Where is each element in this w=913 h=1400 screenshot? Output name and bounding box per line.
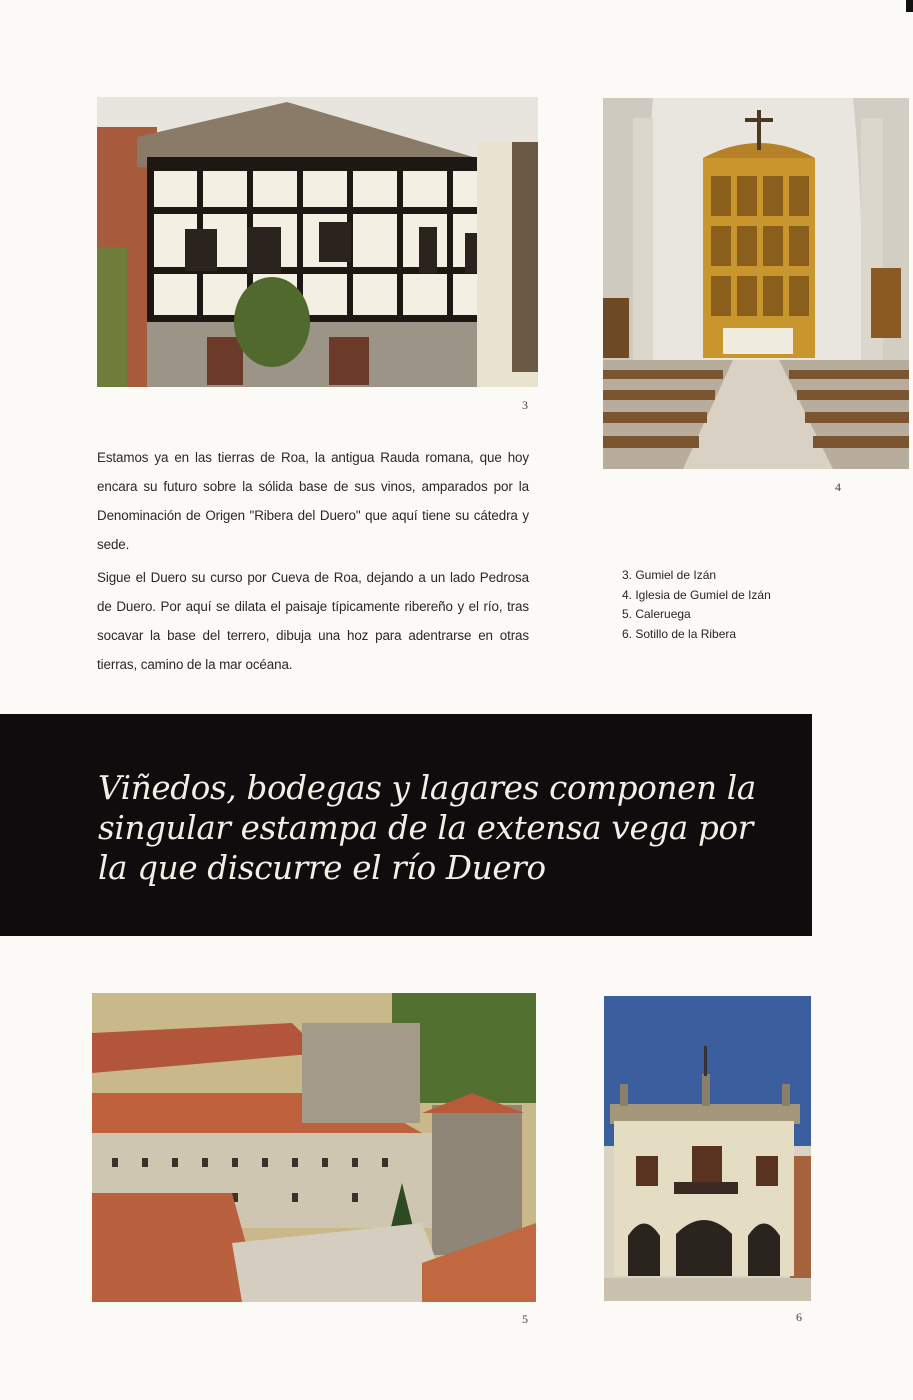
- figure-number-4: 4: [835, 480, 841, 494]
- quote-banner: [0, 714, 812, 936]
- paragraph-2: Sigue el Duero su curso por Cueva de Roa, dejando a un lado Pedrosa de Duero. Por aquí se dilata el paisaje típicamente ribereño y el río, tras socavar la base del terrero, dibuja una hoz para adentrarse en otras tierras, camino de la mar océana.: [97, 570, 529, 672]
- paragraph-1: Estamos ya en las tierras de Roa, la antigua Rauda romana, que hoy encara su futuro sobre la sólida base de sus vinos, amparados por la Denominación de Origen "Ribera del Duero" que aquí tiene su cátedra y sede.: [97, 450, 529, 552]
- figure-number-5: 5: [522, 1312, 528, 1326]
- caption-4: 4. Iglesia de Gumiel de Izán: [622, 587, 771, 602]
- figure-captions: [622, 566, 771, 644]
- body-text: [97, 443, 529, 683]
- photo-caleruega-monastery: [92, 993, 536, 1302]
- photo-sotillo-town-hall: [604, 996, 811, 1301]
- caption-3: 3. Gumiel de Izán: [622, 568, 717, 582]
- caption-6: 6. Sotillo de la Ribera: [622, 626, 737, 641]
- photo-gumiel-house: [97, 97, 538, 387]
- figure-number-3: 3: [522, 398, 528, 412]
- corner-mark: [906, 0, 913, 12]
- figure-number-6: 6: [796, 1310, 802, 1324]
- pull-quote: Viñedos, bodegas y lagares componen la singular estampa de la extensa vega por la que discurre el río Duero: [98, 769, 756, 887]
- caption-5: 5. Caleruega: [622, 607, 691, 621]
- photo-church-interior: [603, 98, 909, 469]
